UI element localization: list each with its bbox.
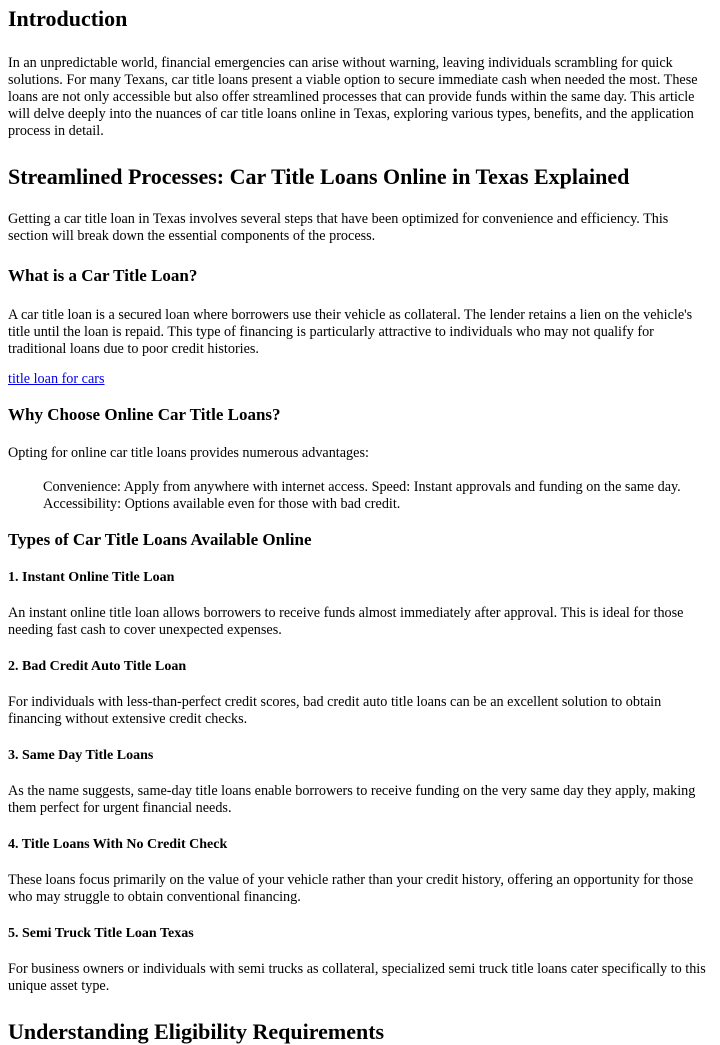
paragraph-streamlined-processes: Getting a car title loan in Texas involves several steps that have been optimized for convenience and efficiency. This section will break down the essential components of the process. xyxy=(8,211,669,244)
title-loan-for-cars-link[interactable]: title loan for cars xyxy=(8,371,105,387)
heading-loan-type: 2. Bad Credit Auto Title Loan xyxy=(8,659,187,674)
heading-eligibility-requirements: Understanding Eligibility Requirements xyxy=(8,1019,385,1044)
paragraph-introduction: In an unpredictable world, financial emergencies can arise without warning, leaving individuals scrambling for quick solutions. For many Texans, car title loans present a viable option to secure immediate cash when needed the most. These loans are not only accessible but also offer streamlined processes that can provide funds within the same day. This article will delve deeply into the nuances of car title loans online in Texas, exploring various types, benefits, and the application process in detail. xyxy=(8,55,698,139)
paragraph-why-choose-online: Opting for online car title loans provides numerous advantages: xyxy=(8,445,369,461)
paragraph-loan-type: For business owners or individuals with semi trucks as collateral, specialized semi truck title loans cater specifically to this unique asset type. xyxy=(8,961,706,994)
heading-loan-type: 3. Same Day Title Loans xyxy=(8,748,154,763)
advantages-list: Convenience: Apply from anywhere with internet access. Speed: Instant approvals and funding on the same day. Accessibility: Options available even for those with bad credit. xyxy=(43,479,681,512)
heading-why-choose-online: Why Choose Online Car Title Loans? xyxy=(8,405,281,424)
heading-introduction: Introduction xyxy=(8,6,128,31)
heading-streamlined-processes: Streamlined Processes: Car Title Loans Online in Texas Explained xyxy=(8,164,630,189)
heading-loan-type: 1. Instant Online Title Loan xyxy=(8,570,175,585)
paragraph-loan-type: As the name suggests, same-day title loans enable borrowers to receive funding on the very same day they apply, making them perfect for urgent financial needs. xyxy=(8,783,696,816)
heading-loan-type: 4. Title Loans With No Credit Check xyxy=(8,837,228,852)
heading-what-is-car-title-loan: What is a Car Title Loan? xyxy=(8,266,198,285)
heading-loan-type: 5. Semi Truck Title Loan Texas xyxy=(8,926,194,941)
paragraph-loan-type: These loans focus primarily on the value of your vehicle rather than your credit history, offering an opportunity for those who may struggle to obtain conventional financing. xyxy=(8,872,694,905)
paragraph-loan-type: An instant online title loan allows borrowers to receive funds almost immediately after approval. This is ideal for those needing fast cash to cover unexpected expenses. xyxy=(8,605,684,638)
paragraph-loan-type: For individuals with less-than-perfect credit scores, bad credit auto title loans can be an excellent solution to obtain financing without extensive credit checks. xyxy=(8,694,662,727)
heading-types-of-loans: Types of Car Title Loans Available Online xyxy=(8,530,312,549)
paragraph-what-is-car-title-loan: A car title loan is a secured loan where borrowers use their vehicle as collateral. The lender retains a lien on the vehicle's title until the loan is repaid. This type of financing is particularly attractive to individuals who may not qualify for traditional loans due to poor credit histories. xyxy=(8,307,693,357)
